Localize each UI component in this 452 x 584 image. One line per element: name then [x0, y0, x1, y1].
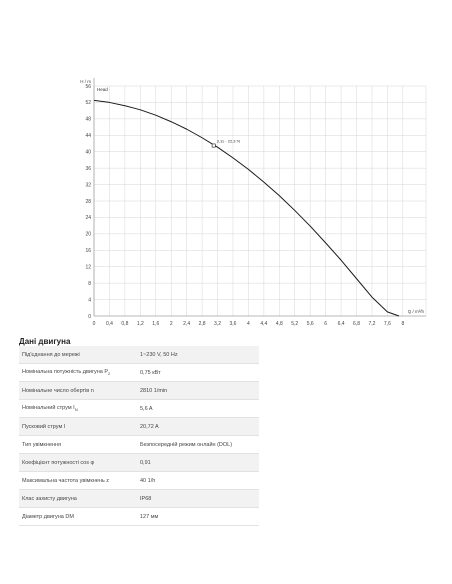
row-label: Клас захисту двигуна [19, 490, 137, 508]
y-tick-label: 12 [85, 264, 91, 271]
table-row [19, 382, 259, 400]
y-tick-label: 4 [88, 297, 91, 304]
table-row [19, 490, 259, 508]
x-axis-unit: Q / m³/h [407, 309, 424, 314]
row-label: Тип увімкнення [19, 436, 137, 454]
row-label: Максимальна частота увімкнень z [19, 472, 137, 490]
table-row [19, 508, 259, 526]
grid [94, 86, 426, 316]
y-tick-label: 0 [88, 313, 91, 320]
x-tick-label: 1,2 [136, 321, 144, 327]
row-value: 20,72 A [137, 418, 259, 436]
row-value: 2810 1/min [137, 382, 259, 400]
x-tick-label: 0,4 [105, 321, 113, 327]
y-tick-label: 32 [85, 182, 91, 189]
y-tick-label: 36 [85, 165, 91, 172]
y-tick-label: 52 [85, 100, 91, 107]
y-tick-label: 56 [85, 83, 91, 90]
x-tick-label: 7,6 [383, 321, 391, 327]
y-tick-label: 8 [88, 280, 91, 287]
row-value: 1~230 V, 50 Hz [137, 346, 259, 364]
row-label: Під'єднання до мережі [19, 346, 137, 364]
row-value: IP68 [137, 490, 259, 508]
table-row [19, 364, 259, 382]
row-value: Безпосередній режим онлайн (DOL) [137, 436, 259, 454]
x-tick-label: 0,8 [121, 321, 129, 327]
chart-marks [97, 87, 241, 147]
x-tick-label: 4,4 [260, 321, 268, 327]
x-tick-label: 6,8 [353, 321, 360, 327]
axis-units [80, 79, 424, 314]
x-tick-label: 8 [401, 321, 405, 327]
x-tick-label: 0 [92, 321, 96, 327]
x-tick-label: 2 [169, 321, 173, 327]
duty-point-label: 3,11 · 22,3 % [216, 138, 241, 144]
table-row [19, 472, 259, 490]
y-tick-label: 48 [85, 116, 91, 123]
x-tick-label: 2,8 [198, 321, 206, 327]
table-row [19, 436, 259, 454]
table-row [19, 400, 259, 418]
y-tick-label: 44 [85, 133, 91, 140]
row-value: 40 1/h [137, 472, 259, 490]
x-tick-label: 4 [247, 321, 250, 327]
motor-data-table [19, 346, 259, 526]
x-tick-label: 5,2 [291, 321, 299, 327]
series-line-head [94, 100, 399, 316]
row-label-subscript: N [74, 407, 78, 413]
x-tick-label: 5,6 [306, 321, 314, 327]
x-tick-label: 2,4 [183, 321, 191, 327]
row-value: 127 мм [137, 508, 259, 526]
y-tick-label: 20 [85, 231, 91, 238]
x-tick-label: 6 [324, 321, 328, 327]
table-row [19, 346, 259, 364]
row-label: Коефіцієнт потужності cos φ [19, 454, 137, 472]
y-tick-label: 24 [85, 215, 91, 222]
x-tick-label: 1,6 [152, 321, 160, 327]
row-value: 5,6 A [137, 400, 259, 418]
row-label: Діаметр двигуна DM [19, 508, 137, 526]
row-label: Номінальне число обертів n [19, 382, 137, 400]
row-label: Номінальний струм $I_N$ [19, 400, 137, 418]
table-row [19, 418, 259, 436]
x-tick-label: 6,4 [337, 321, 345, 327]
x-tick-label: 3,6 [229, 321, 237, 327]
y-tick-label: 40 [85, 149, 91, 156]
row-value: 0,91 [137, 454, 259, 472]
y-tick-label: 16 [85, 248, 91, 255]
row-label: Пусковий струм I [19, 418, 137, 436]
section-title: Дані двигуна [19, 337, 71, 346]
row-value: 0,75 кВт [137, 364, 259, 382]
row-label: Номінальна потужність двигуна $P_2$ [19, 364, 137, 382]
x-tick-label: 4,8 [275, 321, 283, 327]
legend-entry: Head [97, 87, 108, 92]
chart-frame [94, 78, 426, 316]
table-row [19, 454, 259, 472]
row-label-subscript: 2 [108, 371, 111, 377]
y-tick-label: 28 [85, 198, 91, 205]
y-axis-unit: H / m [80, 79, 91, 84]
x-tick-label: 7,2 [368, 321, 376, 327]
x-tick-label: 3,2 [214, 321, 222, 327]
duty-point-marker [212, 144, 215, 147]
series-lines [94, 100, 399, 316]
